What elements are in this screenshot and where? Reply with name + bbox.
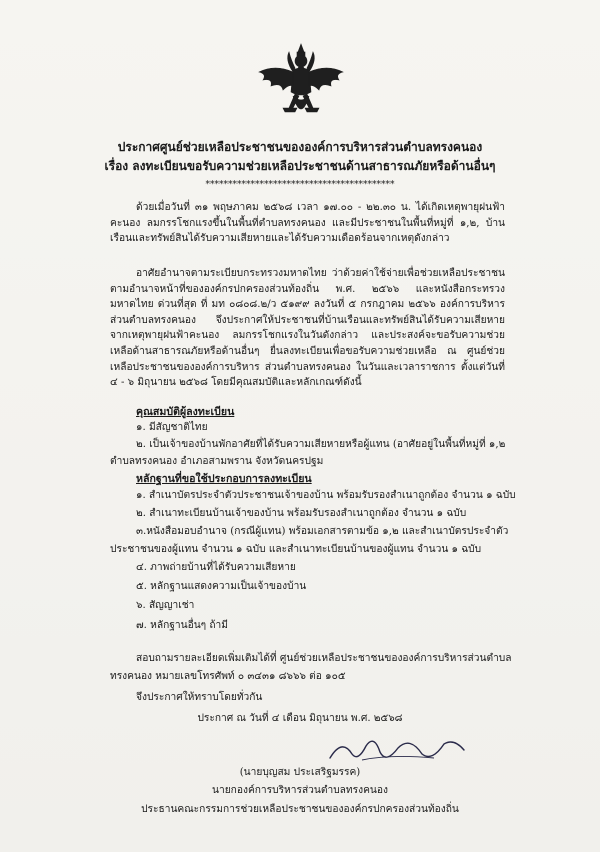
paragraph-incident: ด้วยเมื่อวันที่ ๓๑ พฤษภาคม ๒๕๖๘ เวลา ๑๗.๐๐ - ๒๒.๓๐ น. ได้เกิดเหตุพายุฝนฟ้าคะนอง ลมกรรโชกแรงขึ้นในพื้นที่ตำบลทรงคนอง และมีประชาชนในพื้นที่หมู่ที่ ๑,๒, บ้านเรือนและทรัพย์สินได้รับความเสียหายและได้รับความเดือดร้อนจากเหตุดังกล่าว — [110, 202, 505, 245]
qualifications-heading: คุณสมบัติผู้ลงทะเบียน — [136, 406, 235, 418]
evidence-item: ๑. สำเนาบัตรประจำตัวประชาชนเจ้าของบ้าน พร้อมรับรองสำเนาถูกต้อง จำนวน ๑ ฉบับ — [136, 490, 516, 501]
garuda-emblem-icon — [253, 42, 349, 124]
signatory-position: นายกองค์การบริหารส่วนตำบลทรงคนอง — [212, 785, 388, 796]
contact-phone: ทรงคนอง หมายเลขโทรศัพท์ ๐ ๓๔๓๑ ๘๖๖๖ ต่อ ๑๐๕ — [110, 671, 346, 682]
evidence-item: ๗. หลักฐานอื่นๆ ถ้ามี — [136, 620, 228, 631]
evidence-item-continuation: ประชาชนของผู้แทน จำนวน ๑ ฉบับ และสำเนาทะเบียนบ้านของผู้แทน จำนวน ๑ ฉบับ — [110, 544, 482, 555]
evidence-item: ๔. ภาพถ่ายบ้านที่ได้รับความเสียหาย — [136, 562, 296, 573]
qualification-item: ๑. มีสัญชาติไทย — [136, 422, 208, 433]
qualification-item-continuation: ตำบลทรงคนอง อำเภอสามพราน จังหวัดนครปฐม — [110, 456, 324, 467]
handwritten-signature-icon — [322, 732, 472, 768]
signatory-name: (นายบุญสม ประเสริฐมรรค) — [239, 767, 361, 778]
announcement-title: ประกาศศูนย์ช่วยเหลือประชาชนขององค์การบริหารส่วนตำบลทรงคนอง — [117, 140, 483, 154]
qualification-item: ๒. เป็นเจ้าของบ้านพักอาศัยที่ได้รับความเสียหายหรือผู้แทน (อาศัยอยู่ในพื้นที่หมู่ที่ ๑,๒ — [136, 439, 506, 450]
evidence-item: ๖. สัญญาเช่า — [136, 600, 195, 611]
signatory-committee-position: ประธานคณะกรรมการช่วยเหลือประชาชนขององค์กรปกครองส่วนท้องถิ่น — [141, 804, 459, 815]
title-separator: ****************************************** — [205, 180, 395, 190]
closing-statement: จึงประกาศให้ทราบโดยทั่วกัน — [136, 692, 263, 703]
announcement-date: ประกาศ ณ วันที่ ๔ เดือน มิถุนายน พ.ศ. ๒๕๖๘ — [197, 713, 403, 724]
announcement-subject: เรื่อง ลงทะเบียนขอรับความช่วยเหลือประชาชนด้านสาธารณภัยหรือด้านอื่นๆ — [104, 159, 496, 173]
contact-info: สอบถามรายละเอียดเพิ่มเติมได้ที่ ศูนย์ช่วยเหลือประชาชนขององค์การบริหารส่วนตำบล — [136, 653, 512, 664]
evidence-heading: หลักฐานที่ขอใช้ประกอบการลงทะเบียน — [136, 473, 312, 485]
evidence-item: ๒. สำเนาทะเบียนบ้านเจ้าของบ้าน พร้อมรับรองสำเนาถูกต้อง จำนวน ๑ ฉบับ — [136, 508, 467, 519]
evidence-item: ๕. หลักฐานแสดงความเป็นเจ้าของบ้าน — [136, 581, 307, 592]
evidence-item: ๓.หนังสือมอบอำนาจ (กรณีผู้แทน) พร้อมเอกสารตามข้อ ๑,๒ และสำเนาบัตรประจำตัว — [136, 526, 509, 537]
paragraph-authority: อาศัยอำนาจตามระเบียบกระทรวงมหาดไทย ว่าด้วยค่าใช้จ่ายเพื่อช่วยเหลือประชาชนตามอำนาจหน้าที่ขององค์กรปกครองส่วนท้องถิ่น พ.ศ. ๒๕๖๖ และหนังสือกระทรวงมหาดไทย ด่วนที่สุด ที่ มท ๐๘๐๘.๒/ว ๕๑๙๙ ลงวันที่ ๕ กรกฎาคม ๒๕๖๖ องค์การบริหารส่วนตำบลทรงคนอง จึงประกาศให้ประชาชนที่บ้านเรือนและทรัพย์สินได้รับความเสียหายจากเหตุพายุฝนฟ้าคะนอง ลมกรรโชกแรงในวันดังกล่าว และประสงค์จะขอรับความช่วยเหลือด้านสาธารณภัยหรือด้านอื่นๆ ยื่นลงทะเบียนเพื่อขอรับความช่วยเหลือ ณ ศูนย์ช่วยเหลือประชาชนขององค์การบริหาร ส่วนตำบลทรงคนอง ในวันและเวลาราชการ ตั้งแต่วันที่ ๔ - ๖ มิถุนายน ๒๕๖๘ โดยมีคุณสมบัติและหลักเกณฑ์ดังนี้ — [110, 268, 505, 389]
